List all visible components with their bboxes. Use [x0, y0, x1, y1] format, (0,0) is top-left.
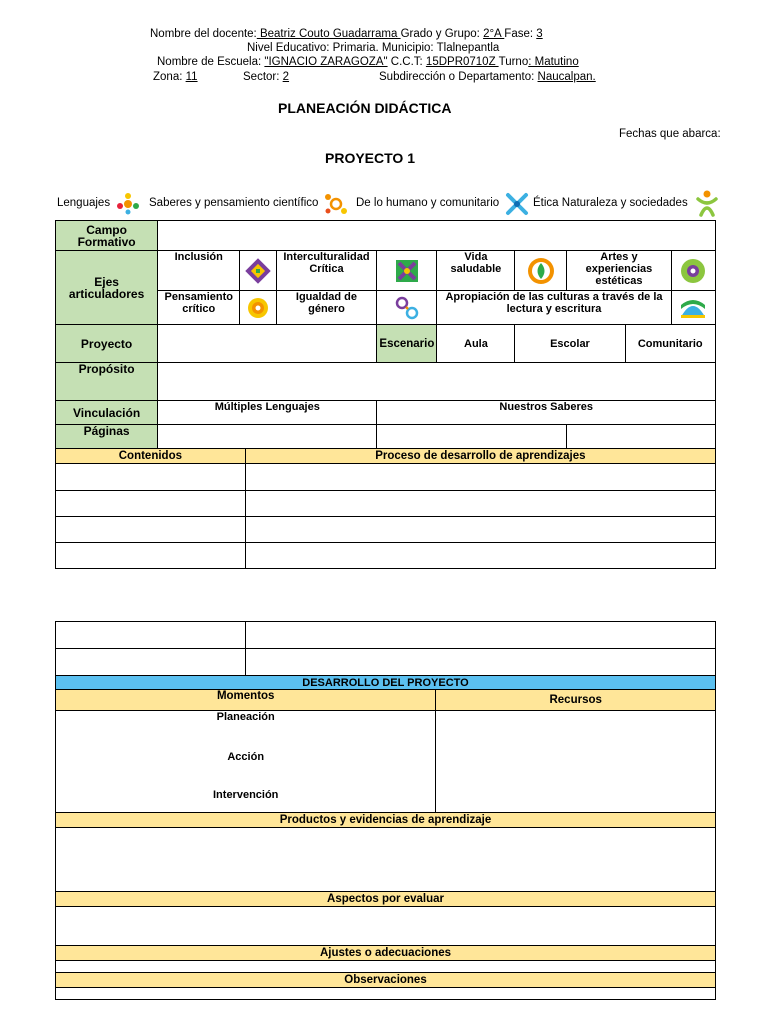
- docente-value: Beatriz Couto Guadarrama: [256, 28, 401, 40]
- interculturalidad-cell: [377, 251, 437, 291]
- legend-etica: Ética Naturaleza y sociedades: [533, 197, 688, 209]
- proposito-cell[interactable]: [158, 363, 716, 401]
- momentos-header: Momentos: [56, 690, 436, 711]
- lenguajes-icon: [114, 192, 142, 216]
- momento-accion: Acción: [227, 751, 265, 763]
- campo-formativo-label: Campo Formativo: [56, 221, 158, 251]
- proceso-header: Proceso de desarrollo de aprendizajes: [245, 449, 715, 464]
- proyecto-cell[interactable]: [158, 325, 377, 363]
- etica-icon: [694, 189, 720, 217]
- sector-label: Sector:: [243, 71, 283, 83]
- fase-value: 3: [536, 28, 543, 40]
- igualdad-cell: [377, 291, 437, 325]
- escenario-comunitario: Comunitario: [625, 325, 716, 363]
- ajustes-cell[interactable]: [56, 961, 716, 973]
- pensamiento-critico-icon: [245, 295, 271, 321]
- ajustes-header: Ajustes o adecuaciones: [56, 946, 716, 961]
- vinculacion-multiples: Múltiples Lenguajes: [158, 401, 377, 425]
- contenido-cell[interactable]: [56, 622, 246, 649]
- escuela-label: Nombre de Escuela:: [157, 56, 265, 68]
- legend-humano: De lo humano y comunitario: [356, 197, 500, 209]
- contenidos-table: [55, 448, 716, 569]
- nivel-line: Nivel Educativo: Primaria. Municipio: Tlalnepantla: [247, 42, 500, 54]
- eje-interculturalidad: Interculturalidad Crítica: [276, 251, 377, 291]
- legend-lenguajes: Lenguajes: [57, 197, 111, 209]
- recursos-cell[interactable]: [436, 711, 716, 813]
- paginas-cell-1[interactable]: [158, 425, 377, 449]
- paginas-label: Páginas: [56, 425, 158, 449]
- inclusion-cell: [240, 251, 276, 291]
- artes-cell: [671, 251, 715, 291]
- subdir-label: Subdirección o Departamento:: [379, 71, 538, 83]
- proposito-label: Propósito: [56, 363, 158, 401]
- recursos-header: Recursos: [436, 690, 716, 711]
- momentos-cell[interactable]: [56, 711, 436, 813]
- escenario-label: Escenario: [377, 325, 437, 363]
- contenidos-header: Contenidos: [56, 449, 246, 464]
- desarrollo-header: DESARROLLO DEL PROYECTO: [56, 676, 716, 690]
- observaciones-cell[interactable]: [56, 988, 716, 1000]
- humano-icon: [505, 192, 529, 216]
- proceso-cell[interactable]: [245, 491, 715, 517]
- eje-pensamiento-critico: Pensamiento crítico: [158, 291, 240, 325]
- vinculacion-nuestros: Nuestros Saberes: [377, 401, 716, 425]
- turno-value: : Matutino: [528, 56, 579, 68]
- legend-saberes: Saberes y pensamiento científico: [149, 197, 319, 209]
- grado-value: 2°A: [483, 28, 505, 40]
- aspectos-header: Aspectos por evaluar: [56, 892, 716, 907]
- eje-apropiacion: Apropiación de las culturas a través de la lectura y escritura: [437, 291, 671, 325]
- contenido-cell[interactable]: [56, 517, 246, 543]
- contenido-cell[interactable]: [56, 543, 246, 569]
- cct-value: 15DPR0710Z: [425, 56, 499, 68]
- grado-label: Grado y Grupo:: [400, 28, 484, 40]
- proceso-cell[interactable]: [245, 464, 715, 491]
- productos-cell[interactable]: [56, 828, 716, 892]
- subdir-value: Naucalpan.: [537, 71, 596, 83]
- header-line-4b: [243, 70, 289, 84]
- contenido-cell[interactable]: [56, 649, 246, 676]
- eje-inclusion: Inclusión: [158, 251, 240, 291]
- momento-intervencion: Intervención: [213, 789, 279, 801]
- eje-igualdad-genero: Igualdad de género: [276, 291, 377, 325]
- momento-planeacion: Planeación: [216, 711, 275, 723]
- desarrollo-table: [55, 675, 716, 1000]
- escenario-aula: Aula: [437, 325, 515, 363]
- vinculacion-label: Vinculación: [56, 401, 158, 425]
- docente-label: Nombre del docente:: [150, 28, 257, 40]
- vida-saludable-cell: [515, 251, 567, 291]
- apropiacion-icon: [678, 295, 708, 321]
- proceso-cell[interactable]: [245, 517, 715, 543]
- fase-label: Fase:: [504, 28, 537, 40]
- turno-label: Turno: [498, 56, 529, 68]
- header-line-1: [150, 27, 543, 41]
- interculturalidad-icon: [393, 257, 421, 285]
- contenido-cell[interactable]: [56, 464, 246, 491]
- sector-value: 2: [282, 71, 290, 83]
- planning-table: [55, 220, 716, 449]
- paginas-cell-2[interactable]: [377, 425, 567, 449]
- observaciones-header: Observaciones: [56, 973, 716, 988]
- vida-saludable-icon: [526, 256, 556, 286]
- paginas-cell-3[interactable]: [567, 425, 716, 449]
- proyecto-title: PROYECTO 1: [325, 150, 415, 166]
- proyecto-label: Proyecto: [56, 325, 158, 363]
- eje-vida-saludable: Vida saludable: [437, 251, 515, 291]
- proceso-cell[interactable]: [245, 622, 715, 649]
- header-line-3: [157, 55, 579, 69]
- saberes-icon: [322, 191, 350, 217]
- header-line-4: [153, 70, 198, 84]
- artes-icon: [678, 256, 708, 286]
- page-title: PLANEACIÓN DIDÁCTICA: [278, 100, 452, 116]
- cct-label: C.C.T:: [387, 56, 426, 68]
- apropiacion-cell: [671, 291, 715, 325]
- contenido-cell[interactable]: [56, 491, 246, 517]
- escenario-escolar: Escolar: [515, 325, 625, 363]
- pensamiento-cell: [240, 291, 276, 325]
- aspectos-cell[interactable]: [56, 907, 716, 946]
- continuation-table: [55, 621, 716, 676]
- ejes-label: Ejes articuladores: [56, 251, 158, 325]
- proceso-cell[interactable]: [245, 543, 715, 569]
- inclusion-icon: [244, 257, 272, 285]
- fechas-label: Fechas que abarca:: [619, 128, 721, 140]
- campo-formativo-cell[interactable]: [158, 221, 716, 251]
- header-line-2: [247, 41, 499, 55]
- header-line-4c: [379, 70, 596, 84]
- proceso-cell[interactable]: [245, 649, 715, 676]
- escuela-value: "IGNACIO ZARAGOZA": [264, 56, 388, 68]
- igualdad-genero-icon: [393, 294, 421, 322]
- eje-artes: Artes y experiencias estéticas: [567, 251, 671, 291]
- zona-value: 11: [185, 71, 198, 83]
- zona-label: Zona:: [153, 71, 186, 83]
- productos-header: Productos y evidencias de aprendizaje: [56, 813, 716, 828]
